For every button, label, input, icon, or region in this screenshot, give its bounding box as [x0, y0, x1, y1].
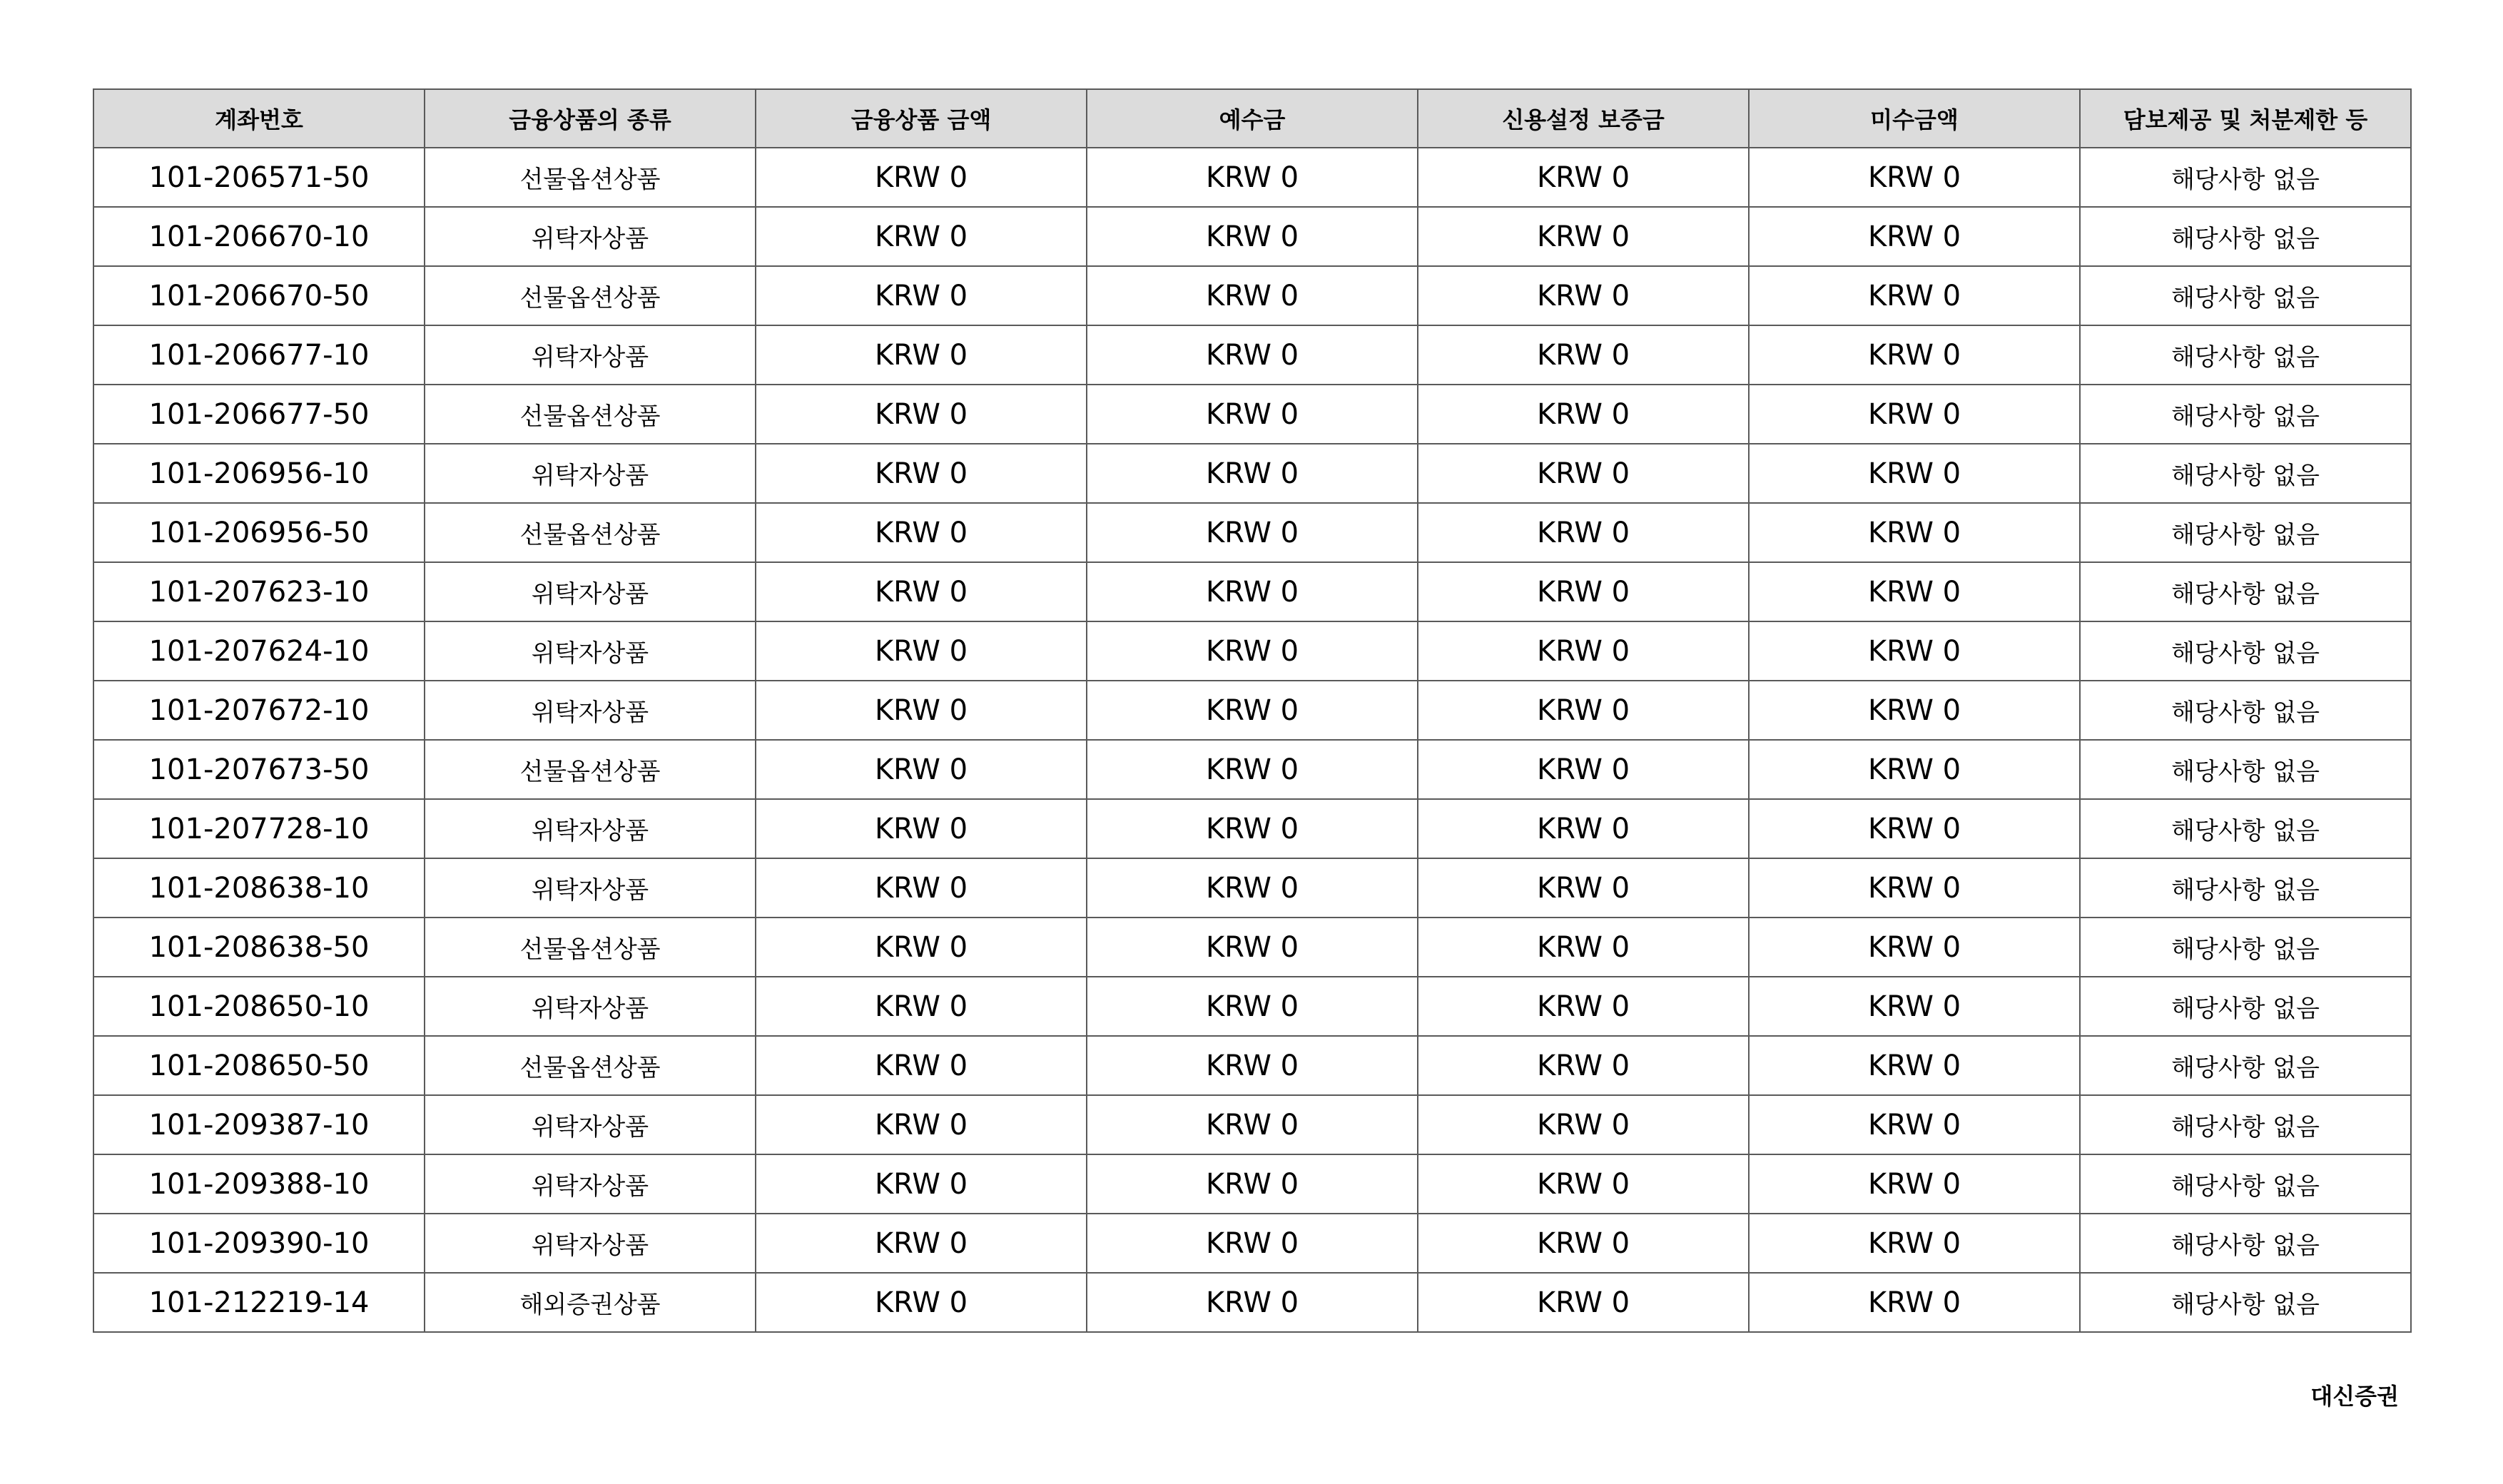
cell-deposit: KRW 0 — [1087, 681, 1418, 740]
cell-credit-deposit: KRW 0 — [1418, 266, 1749, 325]
cell-product-amount: KRW 0 — [756, 503, 1087, 562]
cell-account-number: 101-207672-10 — [93, 681, 425, 740]
cell-product-type: 위탁자상품 — [425, 1154, 756, 1214]
cell-product-amount: KRW 0 — [756, 858, 1087, 918]
cell-collateral-restriction: 해당사항 없음 — [2080, 799, 2411, 858]
cell-credit-deposit: KRW 0 — [1418, 207, 1749, 266]
table-row — [93, 1036, 2411, 1095]
cell-collateral-restriction: 해당사항 없음 — [2080, 681, 2411, 740]
cell-unpaid-amount: KRW 0 — [1749, 1095, 2080, 1154]
cell-product-amount: KRW 0 — [756, 385, 1087, 444]
cell-account-number: 101-206571-50 — [93, 148, 425, 207]
cell-credit-deposit: KRW 0 — [1418, 918, 1749, 977]
cell-account-number: 101-206670-10 — [93, 207, 425, 266]
cell-deposit: KRW 0 — [1087, 621, 1418, 681]
cell-collateral-restriction: 해당사항 없음 — [2080, 740, 2411, 799]
table-row — [93, 444, 2411, 503]
cell-account-number: 101-212219-14 — [93, 1273, 425, 1332]
cell-deposit: KRW 0 — [1087, 207, 1418, 266]
table-row — [93, 621, 2411, 681]
cell-unpaid-amount: KRW 0 — [1749, 266, 2080, 325]
cell-product-amount: KRW 0 — [756, 1273, 1087, 1332]
cell-product-type: 선물옵션상품 — [425, 503, 756, 562]
cell-collateral-restriction: 해당사항 없음 — [2080, 444, 2411, 503]
cell-product-type: 위탁자상품 — [425, 681, 756, 740]
cell-credit-deposit: KRW 0 — [1418, 858, 1749, 918]
cell-deposit: KRW 0 — [1087, 503, 1418, 562]
cell-credit-deposit: KRW 0 — [1418, 503, 1749, 562]
cell-product-type: 선물옵션상품 — [425, 918, 756, 977]
cell-product-amount: KRW 0 — [756, 1214, 1087, 1273]
cell-product-amount: KRW 0 — [756, 1095, 1087, 1154]
cell-account-number: 101-207624-10 — [93, 621, 425, 681]
cell-product-type: 위탁자상품 — [425, 562, 756, 621]
cell-product-amount: KRW 0 — [756, 918, 1087, 977]
cell-collateral-restriction: 해당사항 없음 — [2080, 918, 2411, 977]
table-body — [93, 148, 2411, 1332]
cell-unpaid-amount: KRW 0 — [1749, 681, 2080, 740]
cell-deposit: KRW 0 — [1087, 740, 1418, 799]
table-row — [93, 503, 2411, 562]
cell-account-number: 101-209387-10 — [93, 1095, 425, 1154]
cell-unpaid-amount: KRW 0 — [1749, 1273, 2080, 1332]
cell-collateral-restriction: 해당사항 없음 — [2080, 1214, 2411, 1273]
cell-collateral-restriction: 해당사항 없음 — [2080, 266, 2411, 325]
cell-deposit: KRW 0 — [1087, 325, 1418, 385]
cell-unpaid-amount: KRW 0 — [1749, 207, 2080, 266]
cell-credit-deposit: KRW 0 — [1418, 621, 1749, 681]
cell-product-amount: KRW 0 — [756, 207, 1087, 266]
cell-unpaid-amount: KRW 0 — [1749, 562, 2080, 621]
account-table-container — [93, 88, 2412, 1333]
table-row — [93, 858, 2411, 918]
cell-collateral-restriction: 해당사항 없음 — [2080, 1154, 2411, 1214]
cell-product-type: 위탁자상품 — [425, 1214, 756, 1273]
cell-unpaid-amount: KRW 0 — [1749, 148, 2080, 207]
cell-credit-deposit: KRW 0 — [1418, 562, 1749, 621]
cell-deposit: KRW 0 — [1087, 266, 1418, 325]
cell-product-amount: KRW 0 — [756, 266, 1087, 325]
cell-credit-deposit: KRW 0 — [1418, 325, 1749, 385]
cell-unpaid-amount: KRW 0 — [1749, 1154, 2080, 1214]
cell-deposit: KRW 0 — [1087, 444, 1418, 503]
cell-account-number: 101-208650-10 — [93, 977, 425, 1036]
cell-unpaid-amount: KRW 0 — [1749, 918, 2080, 977]
cell-deposit: KRW 0 — [1087, 1154, 1418, 1214]
cell-credit-deposit: KRW 0 — [1418, 444, 1749, 503]
cell-product-amount: KRW 0 — [756, 740, 1087, 799]
table-header-row — [93, 89, 2411, 148]
cell-collateral-restriction: 해당사항 없음 — [2080, 1273, 2411, 1332]
cell-product-type: 선물옵션상품 — [425, 740, 756, 799]
cell-product-type: 위탁자상품 — [425, 858, 756, 918]
cell-deposit: KRW 0 — [1087, 1273, 1418, 1332]
cell-account-number: 101-207673-50 — [93, 740, 425, 799]
cell-account-number: 101-207623-10 — [93, 562, 425, 621]
cell-product-type: 위탁자상품 — [425, 207, 756, 266]
cell-deposit: KRW 0 — [1087, 1036, 1418, 1095]
cell-unpaid-amount: KRW 0 — [1749, 385, 2080, 444]
cell-product-amount: KRW 0 — [756, 562, 1087, 621]
table-row — [93, 562, 2411, 621]
cell-credit-deposit: KRW 0 — [1418, 1095, 1749, 1154]
table-row — [93, 385, 2411, 444]
table-row — [93, 207, 2411, 266]
table-row — [93, 799, 2411, 858]
cell-account-number: 101-208638-10 — [93, 858, 425, 918]
cell-account-number: 101-208638-50 — [93, 918, 425, 977]
table-row — [93, 977, 2411, 1036]
cell-collateral-restriction: 해당사항 없음 — [2080, 621, 2411, 681]
cell-credit-deposit: KRW 0 — [1418, 1036, 1749, 1095]
cell-collateral-restriction: 해당사항 없음 — [2080, 148, 2411, 207]
cell-unpaid-amount: KRW 0 — [1749, 1036, 2080, 1095]
cell-account-number: 101-207728-10 — [93, 799, 425, 858]
cell-unpaid-amount: KRW 0 — [1749, 740, 2080, 799]
cell-product-type: 선물옵션상품 — [425, 385, 756, 444]
table-row — [93, 148, 2411, 207]
cell-unpaid-amount: KRW 0 — [1749, 799, 2080, 858]
cell-product-amount: KRW 0 — [756, 444, 1087, 503]
cell-credit-deposit: KRW 0 — [1418, 1273, 1749, 1332]
table-row — [93, 1214, 2411, 1273]
cell-collateral-restriction: 해당사항 없음 — [2080, 977, 2411, 1036]
cell-account-number: 101-206956-10 — [93, 444, 425, 503]
header-collateral-restriction: 담보제공 및 처분제한 등 — [2080, 89, 2411, 148]
cell-collateral-restriction: 해당사항 없음 — [2080, 385, 2411, 444]
header-deposit: 예수금 — [1087, 89, 1418, 148]
cell-product-type: 위탁자상품 — [425, 621, 756, 681]
cell-account-number: 101-206677-50 — [93, 385, 425, 444]
cell-product-amount: KRW 0 — [756, 1036, 1087, 1095]
table-row — [93, 325, 2411, 385]
cell-product-type: 위탁자상품 — [425, 799, 756, 858]
header-account-number: 계좌번호 — [93, 89, 425, 148]
cell-product-type: 위탁자상품 — [425, 977, 756, 1036]
table-row — [93, 266, 2411, 325]
cell-product-amount: KRW 0 — [756, 799, 1087, 858]
table-row — [93, 1154, 2411, 1214]
cell-unpaid-amount: KRW 0 — [1749, 977, 2080, 1036]
cell-product-type: 선물옵션상품 — [425, 148, 756, 207]
cell-product-type: 해외증권상품 — [425, 1273, 756, 1332]
header-unpaid-amount: 미수금액 — [1749, 89, 2080, 148]
cell-collateral-restriction: 해당사항 없음 — [2080, 858, 2411, 918]
cell-credit-deposit: KRW 0 — [1418, 1214, 1749, 1273]
cell-unpaid-amount: KRW 0 — [1749, 444, 2080, 503]
table-row — [93, 1273, 2411, 1332]
cell-collateral-restriction: 해당사항 없음 — [2080, 562, 2411, 621]
cell-deposit: KRW 0 — [1087, 562, 1418, 621]
cell-collateral-restriction: 해당사항 없음 — [2080, 1095, 2411, 1154]
cell-product-amount: KRW 0 — [756, 325, 1087, 385]
table-row — [93, 918, 2411, 977]
cell-credit-deposit: KRW 0 — [1418, 148, 1749, 207]
cell-deposit: KRW 0 — [1087, 1214, 1418, 1273]
cell-deposit: KRW 0 — [1087, 918, 1418, 977]
cell-product-amount: KRW 0 — [756, 681, 1087, 740]
header-product-amount: 금융상품 금액 — [756, 89, 1087, 148]
cell-account-number: 101-206670-50 — [93, 266, 425, 325]
table-row — [93, 681, 2411, 740]
cell-deposit: KRW 0 — [1087, 858, 1418, 918]
cell-product-type: 위탁자상품 — [425, 444, 756, 503]
cell-account-number: 101-206677-10 — [93, 325, 425, 385]
cell-deposit: KRW 0 — [1087, 385, 1418, 444]
cell-credit-deposit: KRW 0 — [1418, 1154, 1749, 1214]
cell-product-type: 선물옵션상품 — [425, 1036, 756, 1095]
header-credit-deposit: 신용설정 보증금 — [1418, 89, 1749, 148]
cell-credit-deposit: KRW 0 — [1418, 799, 1749, 858]
cell-credit-deposit: KRW 0 — [1418, 740, 1749, 799]
cell-collateral-restriction: 해당사항 없음 — [2080, 1036, 2411, 1095]
cell-product-amount: KRW 0 — [756, 1154, 1087, 1214]
cell-unpaid-amount: KRW 0 — [1749, 621, 2080, 681]
cell-product-type: 위탁자상품 — [425, 325, 756, 385]
cell-product-amount: KRW 0 — [756, 621, 1087, 681]
cell-product-type: 위탁자상품 — [425, 1095, 756, 1154]
cell-deposit: KRW 0 — [1087, 148, 1418, 207]
table-row — [93, 740, 2411, 799]
cell-collateral-restriction: 해당사항 없음 — [2080, 207, 2411, 266]
cell-account-number: 101-209388-10 — [93, 1154, 425, 1214]
cell-unpaid-amount: KRW 0 — [1749, 1214, 2080, 1273]
cell-product-amount: KRW 0 — [756, 148, 1087, 207]
cell-unpaid-amount: KRW 0 — [1749, 503, 2080, 562]
cell-credit-deposit: KRW 0 — [1418, 385, 1749, 444]
cell-unpaid-amount: KRW 0 — [1749, 858, 2080, 918]
cell-product-type: 선물옵션상품 — [425, 266, 756, 325]
cell-credit-deposit: KRW 0 — [1418, 681, 1749, 740]
company-name: 대신증권 — [2310, 1383, 2399, 1410]
cell-collateral-restriction: 해당사항 없음 — [2080, 503, 2411, 562]
cell-unpaid-amount: KRW 0 — [1749, 325, 2080, 385]
header-product-type: 금융상품의 종류 — [425, 89, 756, 148]
cell-credit-deposit: KRW 0 — [1418, 977, 1749, 1036]
cell-account-number: 101-206956-50 — [93, 503, 425, 562]
cell-collateral-restriction: 해당사항 없음 — [2080, 325, 2411, 385]
cell-product-amount: KRW 0 — [756, 977, 1087, 1036]
cell-deposit: KRW 0 — [1087, 1095, 1418, 1154]
account-table — [93, 88, 2412, 1333]
cell-deposit: KRW 0 — [1087, 977, 1418, 1036]
cell-account-number: 101-208650-50 — [93, 1036, 425, 1095]
cell-account-number: 101-209390-10 — [93, 1214, 425, 1273]
cell-deposit: KRW 0 — [1087, 799, 1418, 858]
table-row — [93, 1095, 2411, 1154]
